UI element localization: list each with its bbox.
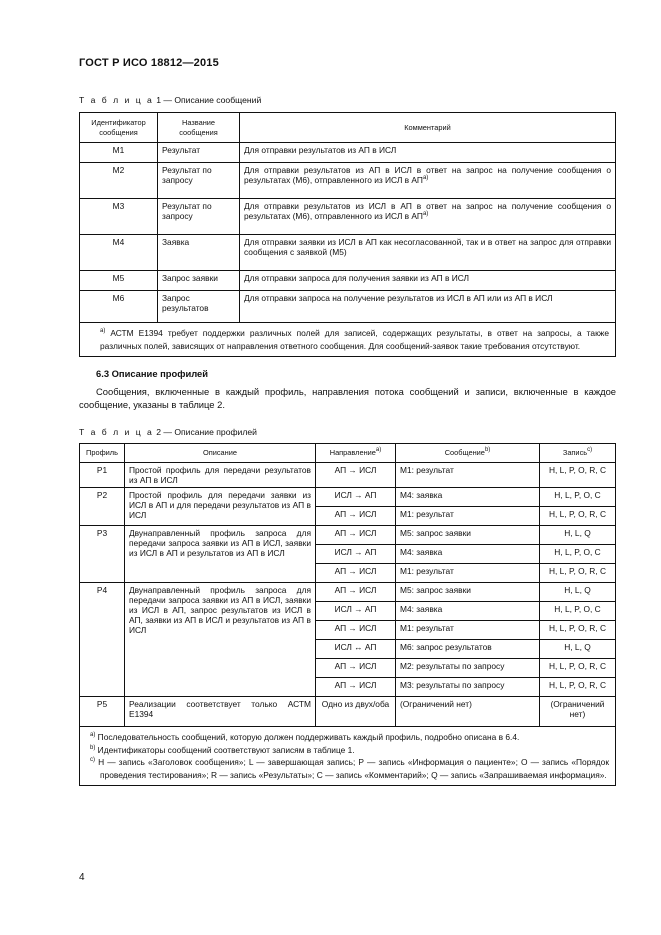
message-name-cell: Результат xyxy=(158,143,240,163)
table-row xyxy=(80,488,616,507)
message-cell: М1: результат xyxy=(396,463,540,488)
direction-cell: ИСЛ → АП xyxy=(316,602,396,621)
table1-caption xyxy=(79,95,261,105)
t2-header-direction-sup: a) xyxy=(375,447,382,454)
message-name-cell: Результат по запросу xyxy=(158,199,240,235)
footnote-text: Последовательность сообщений, которую должен поддерживать каждый профиль, подробно описана в 6.4. xyxy=(97,732,520,742)
table-row xyxy=(80,463,616,488)
profile-id-cell: P2 xyxy=(80,488,125,526)
direction-cell: АП → ИСЛ xyxy=(316,564,396,583)
message-name-cell: Результат по запросу xyxy=(158,163,240,199)
footnote xyxy=(90,744,609,757)
message-comment-cell xyxy=(240,235,616,271)
direction-cell: АП → ИСЛ xyxy=(316,583,396,602)
t1-body xyxy=(80,143,616,323)
message-comment-cell xyxy=(240,271,616,291)
message-id-cell: M3 xyxy=(80,199,158,235)
direction-cell: ИСЛ ↔ АП xyxy=(316,640,396,659)
record-cell: H, L, P, O, R, C xyxy=(540,678,616,697)
record-cell: H, L, Q xyxy=(540,583,616,602)
message-id-cell: M1 xyxy=(80,143,158,163)
message-comment-cell xyxy=(240,143,616,163)
footnote-mark: c) xyxy=(90,757,95,763)
footnote-mark: a) xyxy=(90,732,96,738)
profile-description-cell: Простой профиль для передачи результатов из АП в ИСЛ xyxy=(125,463,316,488)
t2-header-message-text: Сообщение xyxy=(444,448,485,458)
section-paragraph: Сообщения, включенные в каждый профиль, направления потока сообщений и записи, включенные в каждое сообщение, указаны в таблице 2. xyxy=(79,386,616,410)
t1-header-comment: Комментарий xyxy=(240,113,616,143)
t2-header-direction xyxy=(316,444,396,463)
table-row xyxy=(80,271,616,291)
table1-caption-text: 1 — Описание сообщений xyxy=(156,95,262,105)
record-cell: H, L, P, O, C xyxy=(540,545,616,564)
table1-caption-prefix: Т а б л и ц а xyxy=(79,95,154,105)
table-row xyxy=(80,163,616,199)
table-row xyxy=(80,199,616,235)
message-cell: М4: заявка xyxy=(396,602,540,621)
message-id-cell: M6 xyxy=(80,291,158,323)
message-name-cell: Запрос заявки xyxy=(158,271,240,291)
t2-header-direction-text: Направление xyxy=(329,448,376,458)
direction-cell: ИСЛ → АП xyxy=(316,488,396,507)
profile-description-cell: Двунаправленный профиль запроса для передачи запроса заявки из АП в ИСЛ, заявки из ИСЛ в АП, запрос результатов из ИСЛ в АП, заявки из АП в ИСЛ и результатов из АП в ИСЛ xyxy=(125,583,316,697)
message-cell: М1: результат xyxy=(396,507,540,526)
record-cell: H, L, Q xyxy=(540,526,616,545)
document-header: ГОСТ Р ИСО 18812—2015 xyxy=(79,57,219,69)
table-row xyxy=(80,235,616,271)
record-cell: (Ограничений нет) xyxy=(540,697,616,727)
page-number: 4 xyxy=(79,872,85,883)
profile-description-cell: Двунаправленный профиль запроса для передачи запроса заявки из АП в ИСЛ, заявки из ИСЛ в АП и результатов из АП в ИСЛ xyxy=(125,526,316,583)
footnote xyxy=(90,731,609,744)
table-row xyxy=(80,526,616,545)
message-cell: (Ограничений нет) xyxy=(396,697,540,727)
message-cell: М4: заявка xyxy=(396,488,540,507)
direction-cell: АП → ИСЛ xyxy=(316,659,396,678)
record-cell: H, L, P, O, R, C xyxy=(540,659,616,678)
message-comment-text: Для отправки результатов из ИСЛ в АП в ответ на запрос на получение сообщения о результатах (М6), отправленного из ИСЛ в АП xyxy=(244,201,611,221)
direction-cell: АП → ИСЛ xyxy=(316,507,396,526)
message-cell: М5: запрос заявки xyxy=(396,583,540,602)
footnote-text: H — запись «Заголовок сообщения»; L — завершающая запись; Р — запись «Информация о пациенте»; О — запись «Порядок проведения тестирования»; R — запись «Результаты»; С — запись «Комментарий»; Q — запись «Запрашиваемая информация». xyxy=(98,757,609,780)
footnote-ref: a) xyxy=(422,175,429,181)
record-cell: H, L, P, O, R, C xyxy=(540,463,616,488)
record-cell: H, L, P, O, C xyxy=(540,488,616,507)
t2-header-message xyxy=(396,444,540,463)
footnote-mark: b) xyxy=(90,744,96,751)
messages-table xyxy=(79,112,616,357)
direction-cell: Одно из двух/оба xyxy=(316,697,396,727)
t2-body xyxy=(80,463,616,727)
message-name-cell: Заявка xyxy=(158,235,240,271)
message-comment-cell xyxy=(240,163,616,199)
t2-header-record-sup: c) xyxy=(587,447,593,454)
section-title: 6.3 Описание профилей xyxy=(96,368,209,379)
t2-footnotes xyxy=(80,727,616,786)
table2-caption-text: 2 — Описание профилей xyxy=(156,427,257,437)
table-row xyxy=(80,291,616,323)
message-comment-text: Для отправки заявки из ИСЛ в АП как несогласованной, так и в ответ на запрос для отправки сообщения с заявкой (М5) xyxy=(244,237,611,257)
t2-header-description: Описание xyxy=(125,444,316,463)
direction-cell: ИСЛ → АП xyxy=(316,545,396,564)
table-row xyxy=(80,143,616,163)
t1-footnote-text: АСТМ Е1394 требует поддержки различных полей для записей, содержащих результаты, в ответ на запросы, а также различных полей, зависящих от направления ответного сообщения. Для сообщений-заявок такие требования отсутствуют. xyxy=(100,328,609,351)
direction-cell: АП → ИСЛ xyxy=(316,463,396,488)
table-row xyxy=(80,697,616,727)
message-comment-cell xyxy=(240,199,616,235)
message-cell: М2: результаты по запросу xyxy=(396,659,540,678)
direction-cell: АП → ИСЛ xyxy=(316,621,396,640)
table2-caption-prefix: Т а б л и ц а xyxy=(79,427,154,437)
record-cell: H, L, Q xyxy=(540,640,616,659)
message-cell: М1: результат xyxy=(396,564,540,583)
footnote xyxy=(90,756,609,781)
t2-header-message-sup: b) xyxy=(484,447,491,454)
record-cell: H, L, P, O, R, C xyxy=(540,621,616,640)
message-id-cell: M4 xyxy=(80,235,158,271)
message-cell: М5: запрос заявки xyxy=(396,526,540,545)
t2-header-record-text: Запись xyxy=(562,448,588,458)
t2-header-record xyxy=(540,444,616,463)
message-id-cell: M2 xyxy=(80,163,158,199)
direction-cell: АП → ИСЛ xyxy=(316,678,396,697)
message-comment-cell xyxy=(240,291,616,323)
message-comment-text: Для отправки запроса на получение результатов из ИСЛ в АП или из АП в ИСЛ xyxy=(244,293,553,303)
t1-footnote-mark: a) xyxy=(100,328,106,334)
profile-id-cell: P4 xyxy=(80,583,125,697)
message-cell: М3: результаты по запросу xyxy=(396,678,540,697)
record-cell: H, L, P, O, R, C xyxy=(540,564,616,583)
t1-footnote xyxy=(80,323,616,357)
record-cell: H, L, P, O, C xyxy=(540,602,616,621)
message-comment-text: Для отправки результатов из АП в ИСЛ xyxy=(244,145,397,155)
profile-description-cell: Простой профиль для передачи заявки из ИСЛ в АП и для передачи результатов из АП в ИСЛ xyxy=(125,488,316,526)
profile-id-cell: P1 xyxy=(80,463,125,488)
table-row xyxy=(80,583,616,602)
message-comment-text: Для отправки результатов из АП в ИСЛ в ответ на запрос на получение сообщения о результатах (М6), отправленного из ИСЛ в АП xyxy=(244,165,611,185)
message-id-cell: M5 xyxy=(80,271,158,291)
t1-header-id: Идентификатор сообщения xyxy=(80,113,158,143)
record-cell: H, L, P, O, R, C xyxy=(540,507,616,526)
message-name-cell: Запрос результатов xyxy=(158,291,240,323)
table2-caption xyxy=(79,427,257,437)
message-cell: М4: заявка xyxy=(396,545,540,564)
profile-id-cell: P3 xyxy=(80,526,125,583)
t1-header-name: Название сообщения xyxy=(158,113,240,143)
direction-cell: АП → ИСЛ xyxy=(316,526,396,545)
message-cell: М6: запрос результатов xyxy=(396,640,540,659)
t2-header-profile: Профиль xyxy=(80,444,125,463)
profile-description-cell: Реализации соответствует только АСТМ Е1394 xyxy=(125,697,316,727)
message-comment-text: Для отправки запроса для получения заявки из АП в ИСЛ xyxy=(244,273,470,283)
message-cell: М1: результат xyxy=(396,621,540,640)
footnote-ref: a) xyxy=(422,211,429,217)
profiles-table xyxy=(79,443,616,786)
footnote-text: Идентификаторы сообщений соответствуют записям в таблице 1. xyxy=(97,744,355,755)
profile-id-cell: P5 xyxy=(80,697,125,727)
